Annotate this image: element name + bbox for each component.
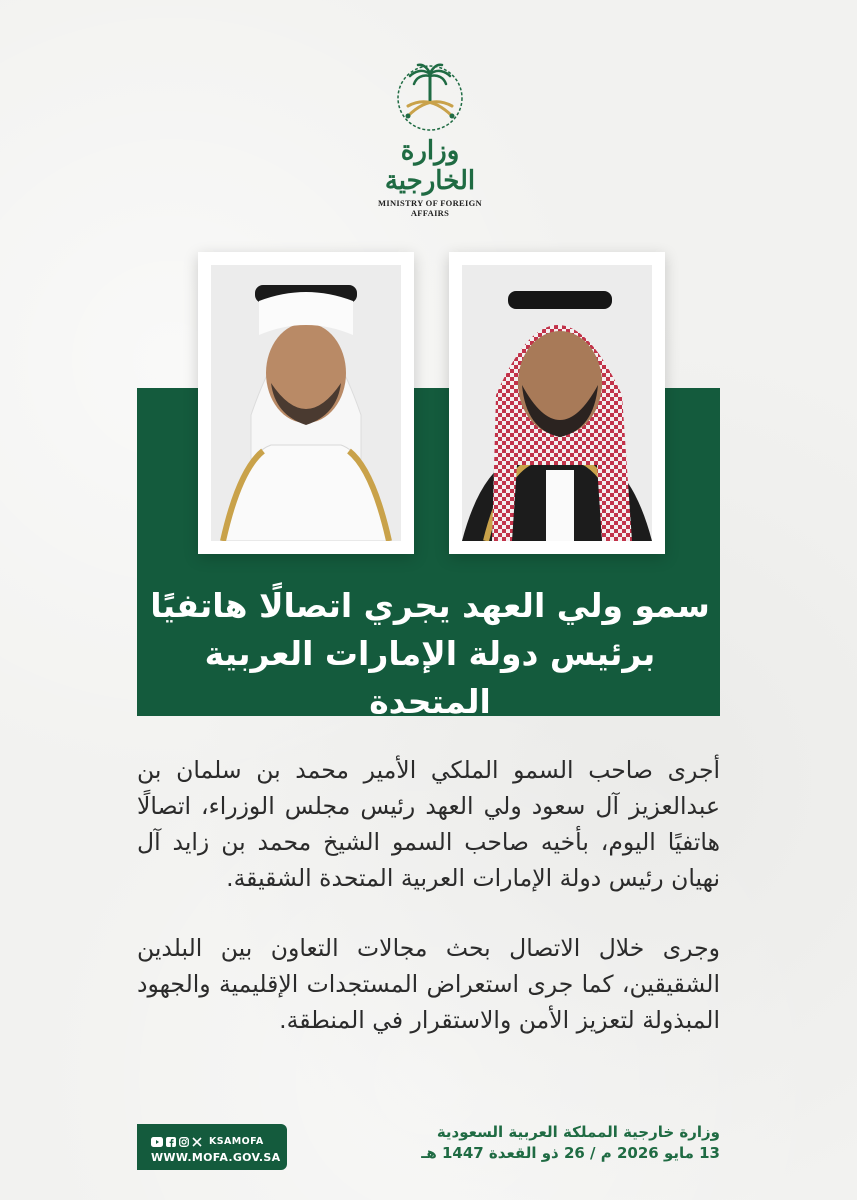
portrait-frame-right (449, 252, 665, 554)
headline-line-2: برئيس دولة الإمارات العربية المتحدة (204, 634, 656, 721)
x-icon[interactable] (192, 1132, 202, 1151)
portrait-right-image (462, 265, 652, 541)
body-paragraph-2: وجرى خلال الاتصال بحث مجالات التعاون بين البلدين الشقيقين، كما جرى استعراض المستجدات الإقليمية والجهود المبذولة لتعزيز الأمن والاستقرار في المنطقة. (137, 934, 720, 1034)
footer-date: 13 مايو 2026 م / 26 ذو القعدة 1447 هـ (421, 1144, 720, 1162)
portrait-left (211, 265, 401, 541)
footer-source: وزارة خارجية المملكة العربية السعودية (436, 1123, 720, 1141)
social-icons-row (151, 1132, 264, 1151)
instagram-icon[interactable] (179, 1132, 189, 1151)
portrait-left-image (211, 265, 401, 541)
facebook-icon[interactable] (166, 1132, 176, 1151)
portrait-frame-left (198, 252, 414, 554)
ministry-logo (360, 60, 500, 218)
footer-info (400, 1122, 720, 1164)
portrait-right (462, 265, 652, 541)
ministry-name-arabic: وزارة الخارجية (384, 136, 476, 196)
youtube-icon[interactable] (151, 1132, 163, 1151)
headline-line-1: سمو ولي العهد يجري اتصالًا هاتفيًا (150, 586, 710, 625)
ministry-name-english: MINISTRY OF FOREIGN AFFAIRS (378, 198, 482, 218)
headline (150, 582, 710, 726)
saudi-emblem-icon (392, 60, 468, 132)
website-link[interactable]: WWW.MOFA.GOV.SA (151, 1151, 281, 1164)
body-paragraph-1: أجرى صاحب السمو الملكي الأمير محمد بن سلمان بن عبدالعزيز آل سعود ولي العهد رئيس مجلس الوزراء، اتصالًا هاتفيًا اليوم، بأخيه صاحب السمو الشيخ محمد بن زايد آل نهيان رئيس دولة الإمارات العربية المتحدة الشقيقة. (137, 756, 720, 892)
social-links-badge (137, 1124, 287, 1170)
social-handle[interactable]: KSAMOFA (209, 1136, 264, 1147)
article-body (137, 752, 720, 1038)
